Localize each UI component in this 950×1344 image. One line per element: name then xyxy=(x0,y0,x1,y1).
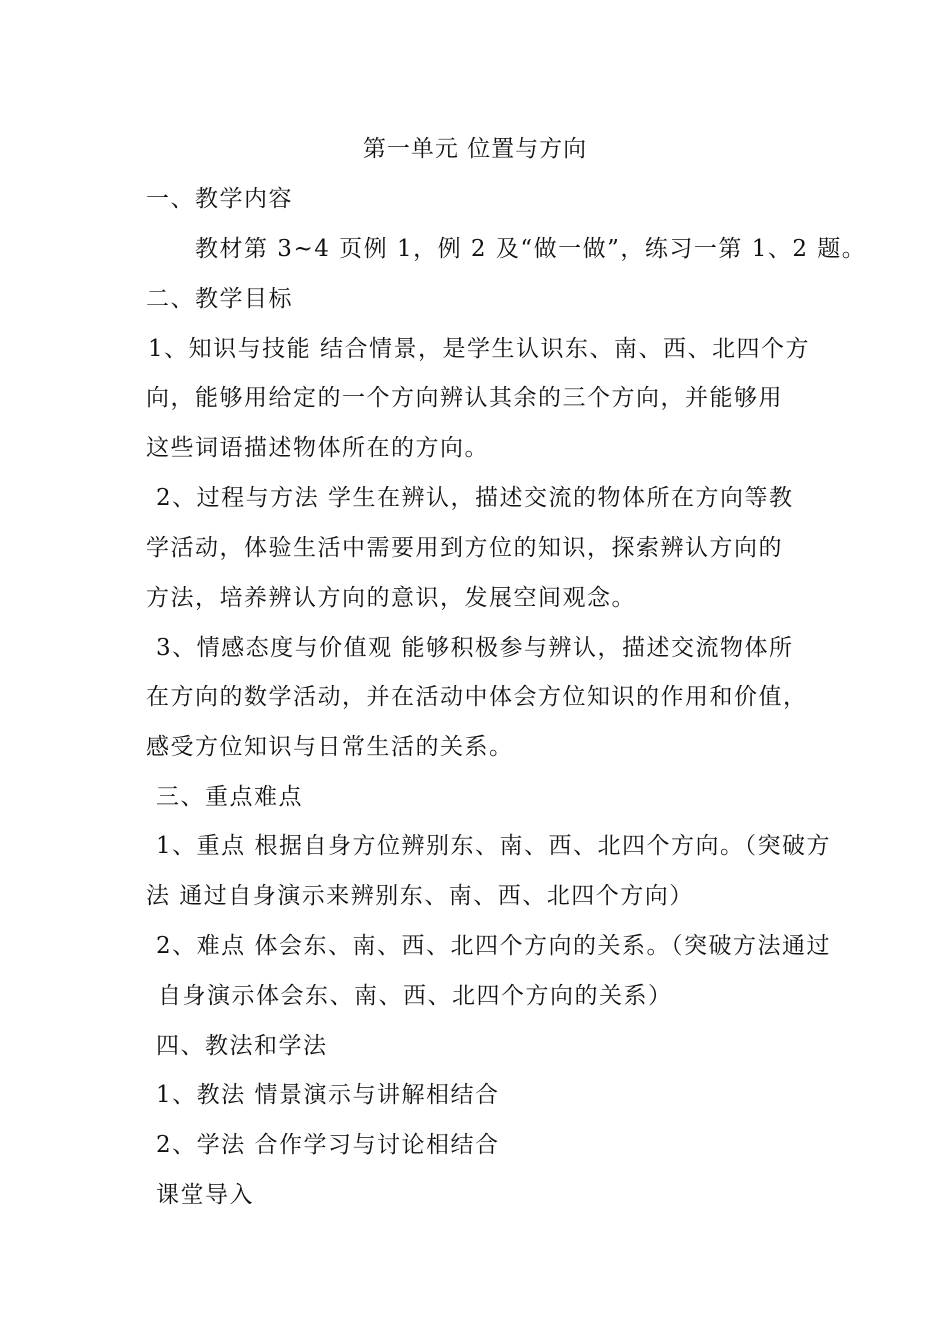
paragraph-line: 2、过程与方法 学生在辨认，描述交流的物体所在方向等教 xyxy=(156,485,794,511)
paragraph-line: 感受方位知识与日常生活的关系。 xyxy=(146,734,514,760)
section-heading-content: 一、教学内容 xyxy=(146,186,293,212)
paragraph-line: 2、难点 体会东、南、西、北四个方向的关系。（突破方法通过 xyxy=(156,933,831,959)
document-title: 第一单元 位置与方向 xyxy=(362,136,588,162)
paragraph-line: 学活动，体验生活中需要用到方位的知识，探索辨认方向的 xyxy=(146,535,783,561)
paragraph-line: 方法，培养辨认方向的意识，发展空间观念。 xyxy=(146,585,636,611)
paragraph-line: 1、教法 情景演示与讲解相结合 xyxy=(156,1082,500,1108)
paragraph-line: 教材第 3~4 页例 1，例 2 及“做一做”，练习一第 1、2 题。 xyxy=(195,236,867,262)
paragraph-line: 向，能够用给定的一个方向辨认其余的三个方向，并能够用 xyxy=(146,385,783,411)
section-heading-methods: 四、教法和学法 xyxy=(156,1033,328,1059)
section-heading-introduction: 课堂导入 xyxy=(156,1182,254,1208)
paragraph-line: 在方向的数学活动，并在活动中体会方位知识的作用和价值， xyxy=(146,684,808,710)
paragraph-line: 1、知识与技能 结合情景，是学生认识东、南、西、北四个方 xyxy=(148,336,810,362)
section-heading-key-points: 三、重点难点 xyxy=(156,784,303,810)
section-heading-objectives: 二、教学目标 xyxy=(146,286,293,312)
paragraph-line: 这些词语描述物体所在的方向。 xyxy=(146,435,489,461)
paragraph-line: 自身演示体会东、南、西、北四个方向的关系） xyxy=(158,983,673,1009)
paragraph-line: 2、学法 合作学习与讨论相结合 xyxy=(156,1132,500,1158)
paragraph-line: 1、重点 根据自身方位辨别东、南、西、北四个方向。（突破方 xyxy=(156,833,831,859)
paragraph-line: 法 通过自身演示来辨别东、南、西、北四个方向） xyxy=(146,883,694,909)
paragraph-line: 3、情感态度与价值观 能够积极参与辨认，描述交流物体所 xyxy=(156,635,794,661)
